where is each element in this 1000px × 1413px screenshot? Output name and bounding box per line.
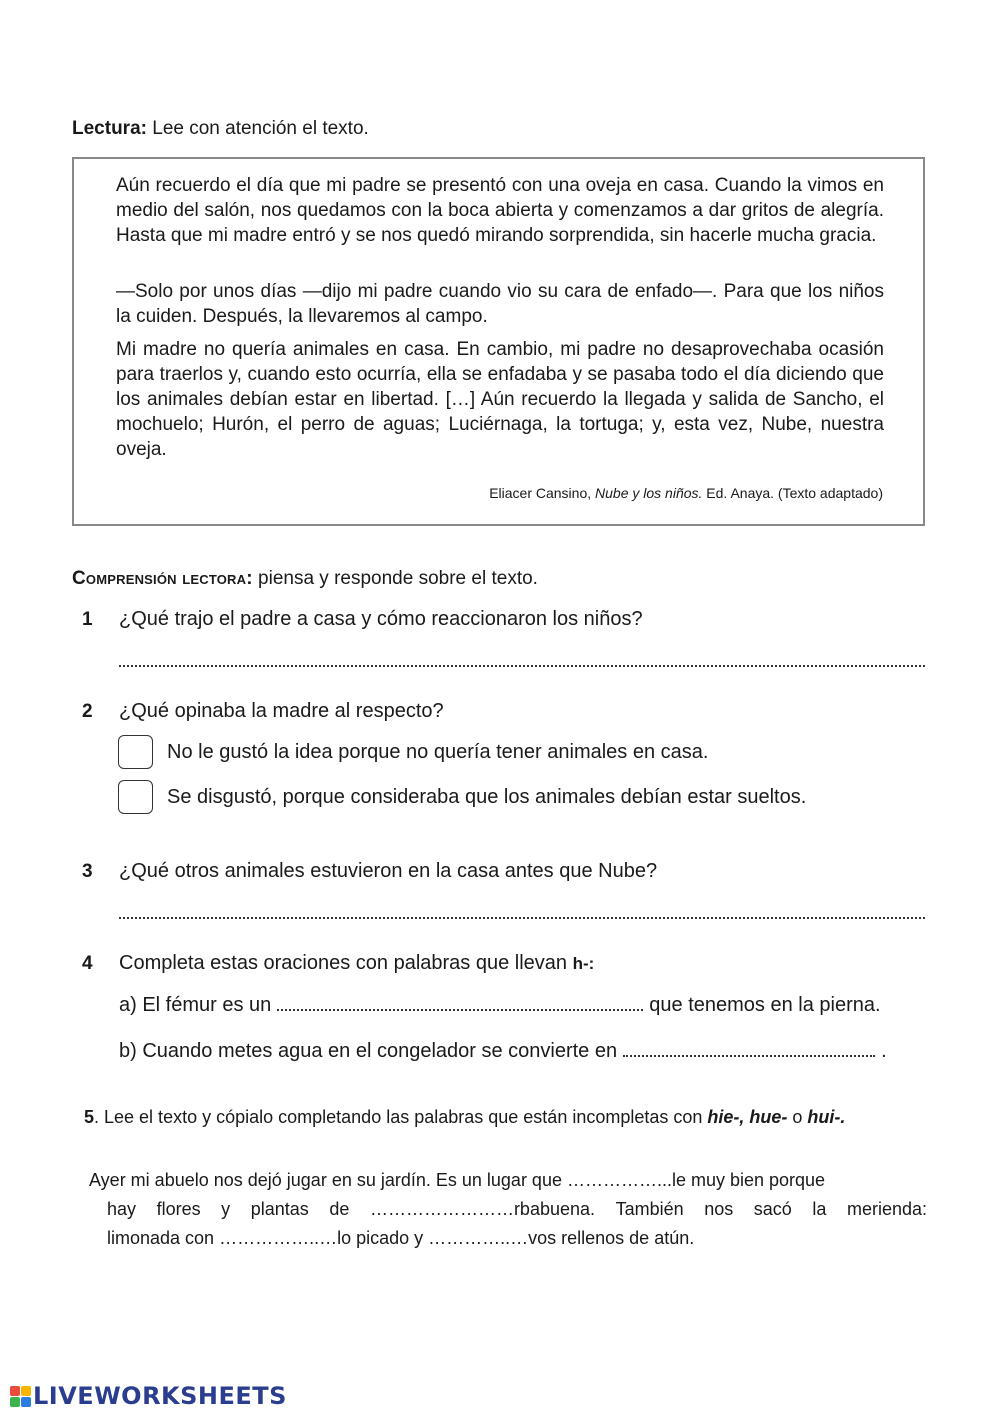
question-2-text: ¿Qué opinaba la madre al respecto?	[119, 700, 444, 722]
liveworksheets-logo	[10, 1382, 287, 1410]
sentence-a-blank[interactable]	[277, 997, 643, 1011]
cloze-line-1: Ayer mi abuelo nos dejó jugar en su jardín. Es un lugar que ……………...le muy bien porque	[89, 1170, 826, 1190]
logo-text: LIVEWORKSHEETS	[33, 1382, 287, 1410]
question-5-connector: o	[787, 1107, 808, 1127]
option-b-checkbox[interactable]	[118, 780, 153, 814]
question-1-text: ¿Qué trajo el padre a casa y cómo reaccionaron los niños?	[119, 608, 643, 630]
citation-title: Nube y los niños.	[595, 485, 703, 501]
comprension-label: Comprensión lectora:	[72, 568, 253, 589]
question-5-instruction: . Lee el texto y cópialo completando las palabras que están incompletas con	[94, 1107, 708, 1127]
citation	[489, 485, 883, 501]
question-5-number: 5	[84, 1107, 95, 1127]
cloze-word: la	[812, 1199, 827, 1219]
reading-paragraph-2: —Solo por unos días —dijo mi padre cuando vio su cara de enfado—. Para que los niños la cuiden. Después, la llevaremos al campo.	[116, 281, 884, 327]
cloze-line-3: limonada con ……………..…lo picado y …………..…vos rellenos de atún.	[107, 1228, 695, 1248]
question-1-answer-line[interactable]	[119, 661, 925, 667]
logo-block	[10, 1397, 20, 1407]
sentence-a-end: que tenemos en la pierna.	[649, 994, 881, 1016]
option-a-text: No le gustó la idea porque no quería tener animales en casa.	[167, 741, 709, 763]
question-4-number: 4	[82, 953, 93, 974]
logo-block	[10, 1386, 20, 1396]
citation-publisher: Ed. Anaya. (Texto adaptado)	[702, 485, 883, 501]
cloze-line-2	[107, 1199, 927, 1220]
logo-block	[21, 1397, 31, 1407]
logo-blocks-icon	[10, 1386, 31, 1407]
cloze-word: flores	[156, 1199, 201, 1219]
cloze-word: hay	[107, 1199, 137, 1219]
question-4-hint: h-:	[572, 954, 595, 973]
sentence-b	[119, 1040, 887, 1063]
cloze-word: nos	[704, 1199, 734, 1219]
question-3-number: 3	[82, 861, 93, 882]
sentence-a-start: a) El fémur es un	[119, 994, 272, 1016]
sentence-a	[119, 994, 881, 1017]
logo-block	[21, 1386, 31, 1396]
reading-paragraph-3: Mi madre no quería animales en casa. En cambio, mi padre no desaprovechaba ocasión para traerlos y, cuando esto ocurría, ella se enfadaba y se pasaba todo el día diciendo que los animales debían estar en libertad. […] Aún recuerdo la llegada y salida de Sancho, el mochuelo; Hurón, el perro de aguas; Luciérnaga, la tortuga; y, esta vez, Nube, nuestra oveja.	[116, 339, 884, 460]
cloze-word: ……………………rbabuena.	[369, 1199, 596, 1219]
question-2-number: 2	[82, 701, 93, 722]
comprension-heading	[72, 568, 538, 590]
question-4-text	[119, 952, 594, 975]
cloze-word: plantas	[250, 1199, 309, 1219]
reading-text-box	[72, 157, 925, 526]
question-4-instruction: Completa estas oraciones con palabras que llevan	[119, 952, 573, 974]
question-1-number: 1	[82, 609, 93, 630]
question-5	[84, 1108, 929, 1127]
sentence-b-blank[interactable]	[623, 1043, 875, 1057]
option-a-checkbox[interactable]	[118, 735, 153, 769]
question-3-answer-line[interactable]	[119, 913, 925, 919]
sentence-b-start: b) Cuando metes agua en el congelador se convierte en	[119, 1040, 618, 1062]
reading-paragraph-1: Aún recuerdo el día que mi padre se presentó con una oveja en casa. Cuando la vimos en medio del salón, nos quedamos con la boca abierta y comenzamos a dar gritos de alegría. Hasta que mi madre entró y se nos quedó mirando sorprendida, sin hacerle mucha gracia.	[116, 175, 884, 246]
citation-author: Eliacer Cansino,	[489, 485, 596, 501]
question-5-option-1: hie-, hue-	[707, 1107, 788, 1127]
option-b-text: Se disgustó, porque consideraba que los animales debían estar sueltos.	[167, 786, 807, 808]
lectura-label: Lectura:	[72, 118, 147, 139]
question-3-text: ¿Qué otros animales estuvieron en la casa antes que Nube?	[119, 860, 658, 882]
question-5-option-2: hui-.	[807, 1107, 846, 1127]
lectura-heading	[72, 118, 369, 140]
cloze-word: merienda:	[846, 1199, 927, 1219]
cloze-word: de	[329, 1199, 350, 1219]
sentence-b-end: .	[881, 1040, 887, 1062]
lectura-instruction: Lee con atención el texto.	[146, 118, 369, 139]
cloze-word: También	[615, 1199, 684, 1219]
cloze-word: y	[221, 1199, 231, 1219]
cloze-word: sacó	[753, 1199, 792, 1219]
comprension-instruction: piensa y responde sobre el texto.	[252, 568, 538, 589]
